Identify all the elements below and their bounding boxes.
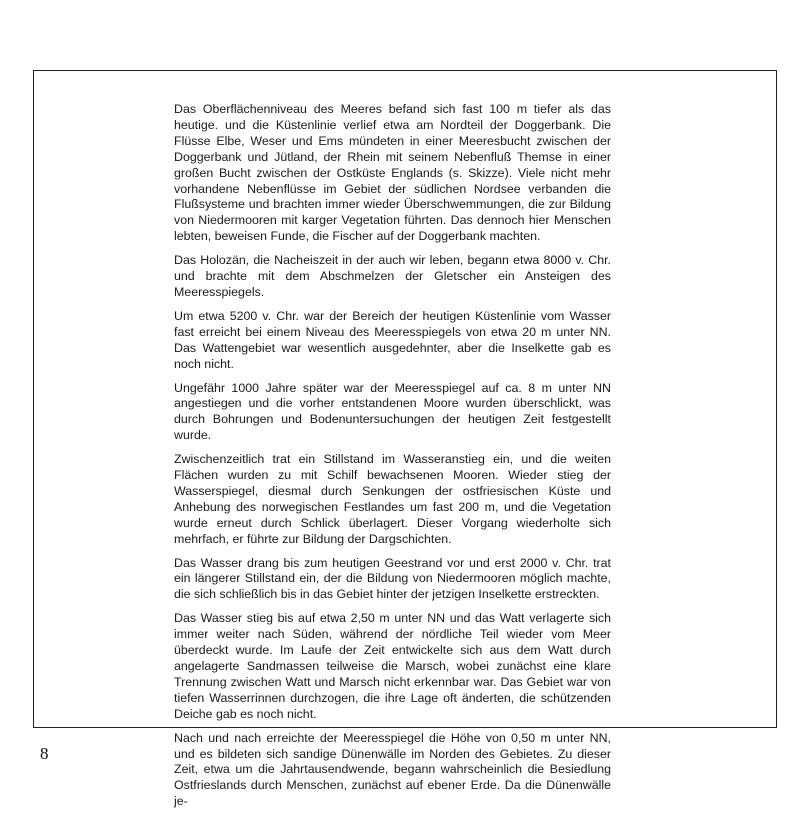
paragraph-2: Das Holozän, die Nacheiszeit in der auch wir leben, begann etwa 8000 v. Chr. und brachte mit dem Abschmelzen der Gletscher ein Ansteigen des Meeresspiegels. [174, 253, 611, 299]
paragraph-4: Ungefähr 1000 Jahre später war der Meeresspiegel auf ca. 8 m unter NN angestiegen und die vorher entstandenen Moore wurden überschlickt, was durch Bohrungen und Bodenuntersuchungen der heutigen Zeit festgestellt wurde. [174, 380, 611, 443]
body-text [174, 102, 611, 818]
paragraph-8: Nach und nach erreichte der Meeresspiegel die Höhe von 0,50 m unter NN, und es bildeten sich sandige Dünenwälle im Norden des Gebietes. Zu dieser Zeit, etwa um die Jahrtausendwende, begann wahrscheinlich die Besiedlung Ostfrieslands durch Menschen, zunächst auf ebener Erde. Da die Dünenwälle je- [174, 730, 611, 809]
page-number: 8 [40, 744, 49, 763]
paragraph-5: Zwischenzeitlich trat ein Stillstand im Wasseranstieg ein, und die weiten Flächen wurden zu mit Schilf bewachsenen Mooren. Wieder stieg der Wasserspiegel, diesmal durch Senkungen der ostfriesischen Küste und Anhebung des norwegischen Festlandes um fast 200 m, und die Vegetation wurde erneut durch Schlick überlagert. Dieser Vorgang wiederholte sich mehrfach, er führte zur Bildung der Dargschichten. [174, 452, 611, 546]
paragraph-3: Um etwa 5200 v. Chr. war der Bereich der heutigen Küstenlinie vom Wasser fast erreicht bei einem Niveau des Meeresspiegels von etwa 20 m unter NN. Das Wattengebiet war wesentlich ausgedehnter, aber die Inselkette gab es noch nicht. [174, 308, 611, 371]
paragraph-1: Das Oberflächenniveau des Meeres befand sich fast 100 m tiefer als das heutige. und die Küstenlinie verlief etwa am Nordteil der Doggerbank. Die Flüsse Elbe, Weser und Ems mündeten in einer Meeresbucht zwischen der Doggerbank und Jütland, der Rhein mit seinem Nebenfluß Themse in einer großen Bucht zwischen der Ostküste Englands (s. Skizze). Viele nicht mehr vorhandene Nebenflüsse im Gebiet der südlichen Nordsee verbanden die Flußsysteme und brachten immer wieder Überschwemmungen, die zur Bildung von Niedermooren mit karger Vegetation führten. Das dennoch hier Menschen lebten, beweisen Funde, die Fischer auf der Doggerbank machten. [174, 102, 611, 244]
paragraph-6: Das Wasser drang bis zum heutigen Geestrand vor und erst 2000 v. Chr. trat ein längerer Stillstand ein, der die Bildung von Niedermooren möglich machte, die sich schließlich bis in das Gebiet hinter der jetzigen Inselkette erstreckten. [174, 555, 611, 602]
paragraph-7: Das Wasser stieg bis auf etwa 2,50 m unter NN und das Watt verlagerte sich immer weiter nach Süden, während der nördliche Teil wieder vom Meer überdeckt wurde. Im Laufe der Zeit entwickelte sich aus dem Watt durch angelagerte Sandmassen teilweise die Marsch, wobei zunächst eine klare Trennung zwischen Watt und Marsch nicht erkennbar war. Das Gebiet war von tiefen Wasserrinnen durchzogen, die ihre Lage oft änderten, die schützenden Deiche gab es noch nicht. [174, 611, 611, 721]
